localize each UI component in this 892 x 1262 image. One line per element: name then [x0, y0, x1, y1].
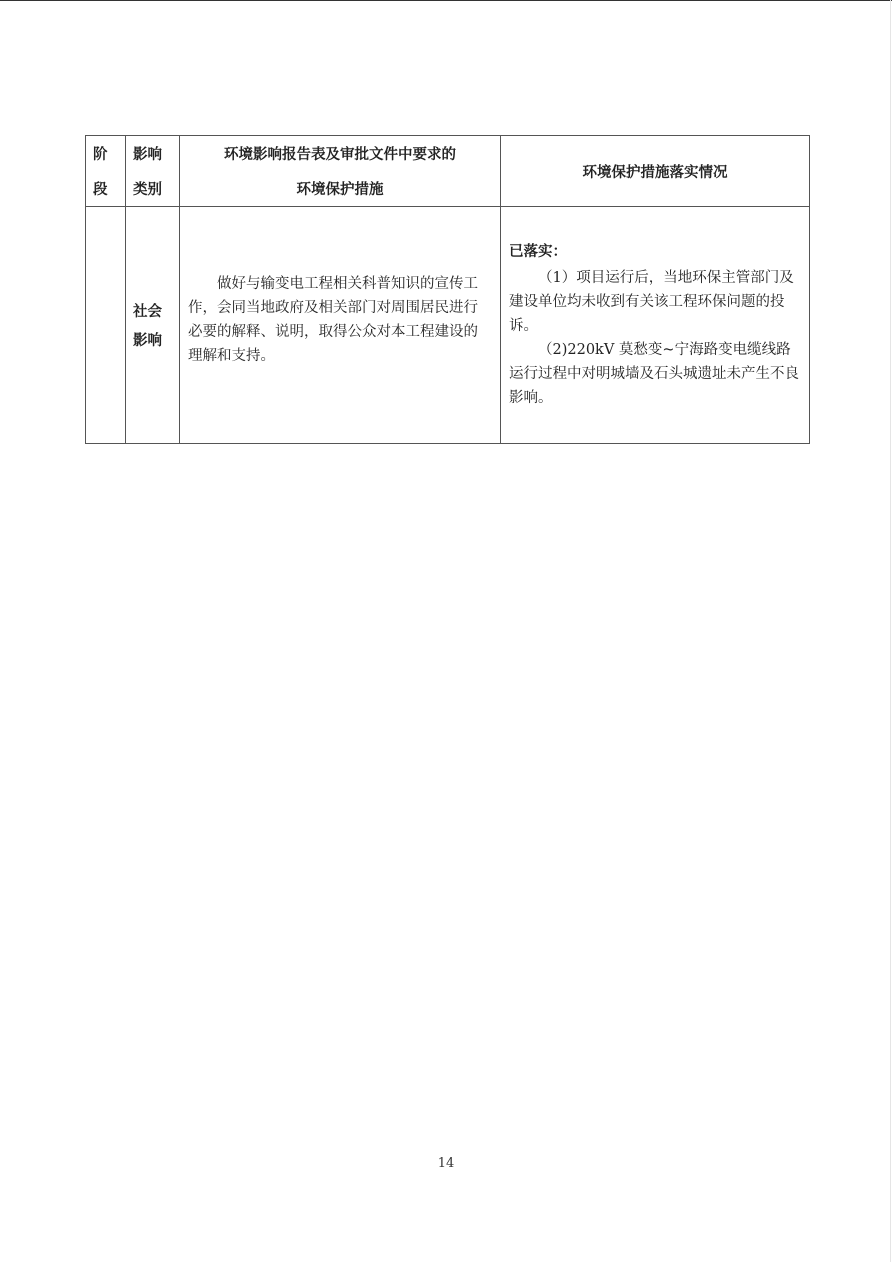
header-stage-line2: 段 [93, 182, 108, 198]
table-header-row [86, 136, 810, 207]
right-border-line [890, 0, 891, 1262]
cell-impact-type [126, 207, 180, 444]
cell-stage [86, 207, 126, 444]
header-impact-type-line1: 影响 [133, 147, 162, 163]
cell-required-measures [180, 207, 501, 444]
header-required-measures-line1: 环境影响报告表及审批文件中要求的 [224, 147, 456, 163]
header-required-measures-line2: 环境保护措施 [296, 182, 384, 198]
environmental-measures-table [85, 135, 810, 444]
required-measures-text: 做好与输变电工程相关科普知识的宣传工作，会同当地政府及相关部门对周围居民进行必要的解释、说明，取得公众对本工程建设的理解和支持。 [188, 276, 478, 364]
cell-implementation [501, 207, 810, 444]
header-stage-line1: 阶 [93, 147, 108, 163]
header-required-measures [180, 136, 501, 207]
header-stage [86, 136, 126, 207]
header-impact-type-line2: 类别 [133, 182, 162, 198]
table-row [86, 207, 810, 444]
header-implementation [501, 136, 810, 207]
page-number: 14 [437, 1156, 455, 1171]
impact-type-line1: 社会 [133, 304, 162, 320]
implementation-status-title: 已落实： [509, 244, 567, 260]
top-border-line [0, 0, 892, 1]
header-impact-type [126, 136, 180, 207]
impact-type-line2: 影响 [133, 333, 162, 349]
implementation-item-2: （2)220kV 莫愁变~宁海路变电缆线路运行过程中对明城墙及石头城遗址未产生不良影响。 [509, 342, 799, 406]
header-implementation-label: 环境保护措施落实情况 [582, 164, 728, 181]
implementation-item-1: （1）项目运行后，当地环保主管部门及建设单位均未收到有关该工程环保问题的投诉。 [509, 270, 794, 334]
